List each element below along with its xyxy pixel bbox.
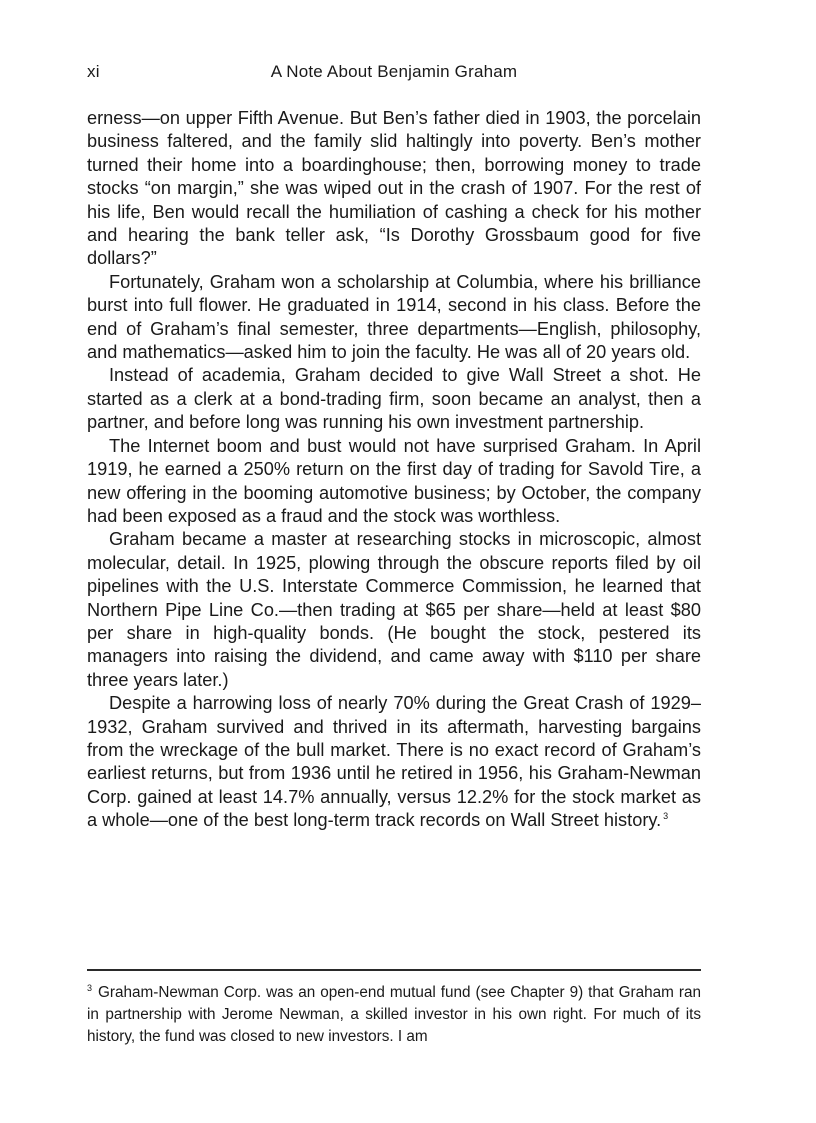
paragraph-6 <box>87 692 701 832</box>
footnote-reference-marker: 3 <box>663 811 669 822</box>
footnote-divider <box>87 969 701 971</box>
running-header <box>87 62 701 90</box>
paragraph-1: erness—on upper Fifth Avenue. But Ben’s father died in 1903, the porcelain business faltered, and the family slid haltingly into poverty. Ben’s mother turned their home into a boardinghouse; then, borrowing money to trade stocks “on margin,” she was wiped out in the crash of 1907. For the rest of his life, Ben would recall the humiliation of cashing a check for his mother and hearing the bank teller ask, “Is Dorothy Grossbaum good for five dollars?” <box>87 108 701 269</box>
paragraph-5: Graham became a master at researching stocks in microscopic, almost molecular, detail. In 1925, plowing through the obscure reports filed by oil pipelines with the U.S. Interstate Commerce Commission, he learned that Northern Pipe Line Co.—then trading at $65 per share—held at least $80 per share in high-quality bonds. (He bought the stock, pestered its managers into raising the dividend, and came away with $110 per share three years later.) <box>87 529 701 690</box>
running-title: A Note About Benjamin Graham <box>270 62 518 81</box>
paragraph-6-text: Despite a harrowing loss of nearly 70% during the Great Crash of 1929–1932, Graham survived and thrived in its aftermath, harvesting bargains from the wreckage of the bull market. There is no exact record of Graham’s earliest returns, but from 1936 until he retired in 1956, his Graham-Newman Corp. gained at least 14.7% annually, versus 12.2% for the stock market as a whole—one of the best long-term track records on Wall Street history. <box>87 693 701 831</box>
paragraph-4: The Internet boom and bust would not have surprised Graham. In April 1919, he earned a 250% return on the first day of trading for Savold Tire, a new offering in the booming automotive business; by October, the company had been exposed as a fraud and the stock was worthless. <box>87 435 701 526</box>
footnote <box>87 982 701 1048</box>
book-page <box>87 62 701 833</box>
body-text <box>87 107 701 833</box>
paragraph-2: Fortunately, Graham won a scholarship at Columbia, where his brilliance burst into full flower. He graduated in 1914, second in his class. Before the end of Graham’s final semester, three departments—English, philosophy, and mathematics—asked him to join the faculty. He was all of 20 years old. <box>87 271 701 363</box>
footnote-number: 3 <box>87 982 93 993</box>
page-number: xi <box>87 62 100 81</box>
footnote-text: Graham-Newman Corp. was an open-end mutual fund (see Chapter 9) that Graham ran in partnership with Jerome Newman, a skilled investor in his own right. For much of its history, the fund was closed to new investors. I am <box>87 984 701 1045</box>
paragraph-3: Instead of academia, Graham decided to give Wall Street a shot. He started as a clerk at a bond-trading firm, soon became an analyst, then a partner, and before long was running his own investment partnership. <box>87 365 701 433</box>
